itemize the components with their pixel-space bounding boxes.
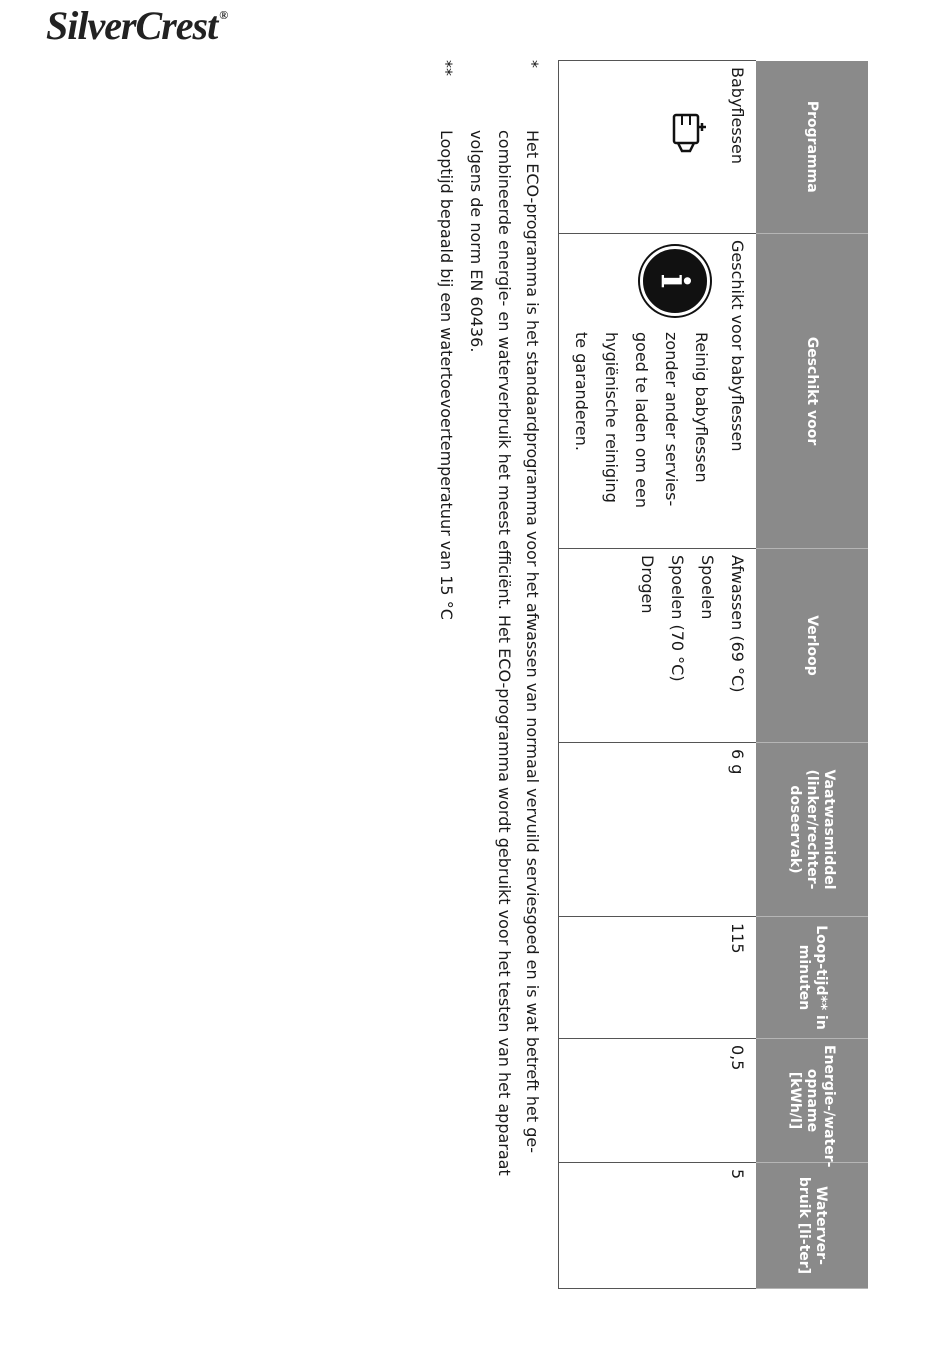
verloop-step: Drogen — [638, 555, 657, 614]
header-energie: Energie-/water-opname [kWh/l] — [756, 1039, 868, 1163]
energy-value: 0,5 — [728, 1045, 747, 1071]
water-value: 5 — [728, 1169, 747, 1180]
cell-geschikt-voor — [559, 234, 757, 549]
verloop-step: Afwassen (69 °C) — [728, 555, 747, 693]
info-note — [566, 240, 716, 542]
info-text — [566, 332, 716, 508]
footnote-line: Het ECO-programma is het standaardprogramma voor het afwassen van normaal vervuild serviesgoed en is wat betreft het ge- — [523, 130, 542, 1154]
footnote-line: combineerde energie- en waterverbruik het meest efficiënt. Het ECO-programma wordt gebruikt voor het testen van het apparaat — [495, 130, 514, 1176]
header-verloop: Verloop — [756, 549, 868, 743]
info-line: zonder ander servies- — [662, 332, 681, 507]
verloop-step: Spoelen (70 °C) — [668, 555, 687, 682]
info-line: Reinig babyflessen — [692, 332, 711, 483]
baby-bottle-plus-icon — [658, 113, 708, 227]
header-programma: Programma — [756, 61, 868, 234]
footnotes — [430, 60, 546, 1310]
header-waterverbruik: Waterver-bruik [li-ter] — [756, 1163, 868, 1289]
detergent-amount: 6 g — [728, 749, 747, 775]
table-header-row — [756, 61, 868, 1289]
info-line: hygiënische reiniging — [602, 332, 621, 503]
cell-programma — [559, 61, 757, 234]
footnote-line: Looptijd bepaald bij een watertoevoertemperatuur van 15 °C — [437, 130, 456, 620]
runtime-value: 115 — [728, 923, 747, 954]
footnote-mark: * — [523, 60, 542, 68]
header-looptijd: Loop-tijd** in minuten — [756, 917, 868, 1039]
verloop-step: Spoelen — [698, 555, 717, 620]
cell-energie — [559, 1039, 757, 1163]
info-line: te garanderen. — [572, 332, 591, 451]
footnote-line: volgens de norm EN 60436. — [467, 130, 486, 353]
header-vaatwasmiddel: Vaatwasmiddel (linker/rechter-doseervak) — [756, 743, 868, 917]
program-table — [558, 60, 868, 1289]
info-line: goed te laden om een — [632, 332, 651, 508]
cell-looptijd — [559, 917, 757, 1039]
cell-vaatwasmiddel — [559, 743, 757, 917]
footnote-mark: ** — [437, 60, 456, 76]
cell-waterverbruik — [559, 1163, 757, 1289]
brand-name: SilverCrest — [46, 3, 218, 48]
program-name: Babyflessen — [728, 67, 747, 164]
info-icon: i — [640, 246, 710, 316]
suitable-for-text: Geschikt voor babyflessen — [728, 240, 747, 452]
table-row — [559, 61, 757, 1289]
registered-mark: ® — [219, 8, 228, 22]
cell-verloop — [559, 549, 757, 743]
footnote — [462, 60, 546, 1310]
header-geschikt-voor: Geschikt voor — [756, 234, 868, 549]
footnote — [432, 60, 460, 1310]
